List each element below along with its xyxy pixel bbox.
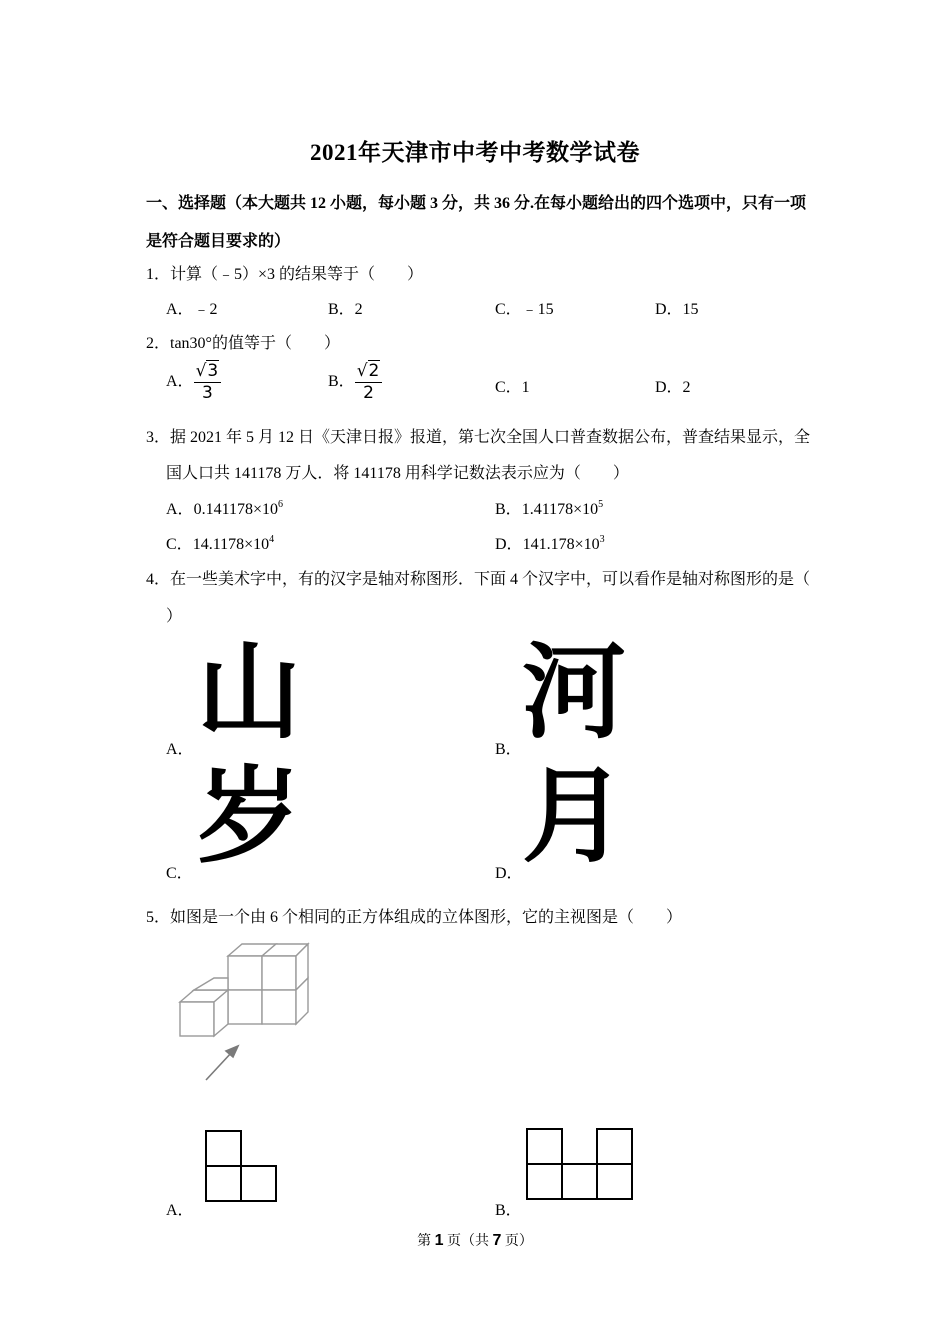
option-exponent: 5 bbox=[598, 499, 604, 510]
option-exponent: 4 bbox=[269, 534, 275, 545]
option-label: A． bbox=[166, 501, 194, 518]
question-3-stem-line1: 3．据 2021 年 5 月 12 日《天津日报》报道，第七次全国人口普查数据公布，普查结果显示，全 bbox=[146, 429, 811, 446]
front-view-option-a-figure bbox=[204, 1129, 280, 1205]
option-label: B． bbox=[495, 501, 522, 518]
question-5-option-b-label: B． bbox=[495, 1202, 522, 1219]
option-base: 1.41178×10 bbox=[521, 501, 599, 518]
fraction-denominator: 3 bbox=[201, 383, 213, 403]
character-sui-image: 岁 bbox=[197, 755, 302, 877]
question-1-option-b: B．2 bbox=[328, 301, 363, 318]
option-exponent: 6 bbox=[278, 499, 283, 510]
question-1-stem: 1．计算（﹣5）×3 的结果等于（ ） bbox=[146, 266, 424, 283]
question-4-option-c-label: C． bbox=[166, 865, 193, 882]
question-4-stem-line2: ） bbox=[166, 608, 183, 625]
fraction-numerator: 3 bbox=[207, 361, 219, 381]
question-1-option-a: A．﹣2 bbox=[166, 301, 218, 318]
option-b-label: B． bbox=[328, 373, 355, 391]
question-1-option-c: C．﹣15 bbox=[495, 301, 554, 318]
question-3-stem-line2: 国人口共 141178 万人．将 141178 用科学记数法表示应为（ ） bbox=[166, 465, 629, 482]
page-title: 2021年天津市中考中考数学试卷 bbox=[310, 140, 640, 165]
character-yue-image: 月 bbox=[522, 755, 627, 877]
fraction-sqrt2-over-2: $\frac{√2}{2}$ bbox=[355, 363, 383, 402]
question-4-option-b-label: B． bbox=[495, 741, 522, 758]
question-3-option-a bbox=[166, 496, 283, 519]
fraction-sqrt3-over-3: $\frac{√3}{3}$ bbox=[194, 363, 222, 402]
footer-text: 页（共 bbox=[443, 1234, 493, 1249]
footer-text: 页） bbox=[501, 1234, 533, 1249]
question-2-stem: 2．tan30°的值等于（ ） bbox=[146, 335, 340, 352]
option-base: 141.178×10 bbox=[522, 536, 600, 553]
question-4-option-d-label: D． bbox=[495, 865, 523, 882]
question-2-option-b bbox=[328, 363, 382, 402]
fraction-denominator: 2 bbox=[363, 383, 374, 403]
fraction-numerator: 2 bbox=[368, 361, 380, 381]
cube-solid-figure bbox=[170, 938, 320, 1088]
question-4-stem-line1: 4．在一些美术字中，有的汉字是轴对称图形．下面 4 个汉字中，可以看作是轴对称图形的是（ bbox=[146, 571, 811, 588]
section-heading-line2: 是符合题目要求的） bbox=[146, 233, 291, 250]
option-base: 14.1178×10 bbox=[192, 536, 270, 553]
character-he-image: 河 bbox=[522, 631, 627, 753]
option-label: D． bbox=[495, 536, 523, 553]
option-base: 0.141178×10 bbox=[193, 501, 278, 518]
current-page-number: 1 bbox=[434, 1232, 444, 1249]
question-3-option-d bbox=[495, 531, 605, 554]
question-2-option-c: C．1 bbox=[495, 379, 530, 396]
question-5-option-a-label: A． bbox=[166, 1202, 194, 1219]
question-2-option-d: D．2 bbox=[655, 379, 691, 396]
section-heading-line1: 一、选择题（本大题共 12 小题，每小题 3 分，共 36 分.在每小题给出的四个选项中，只有一项 bbox=[146, 195, 807, 212]
character-shan-image: 山 bbox=[197, 631, 302, 753]
option-exponent: 3 bbox=[599, 534, 605, 545]
footer-text: 第 bbox=[417, 1234, 435, 1249]
option-label: C． bbox=[166, 536, 193, 553]
question-3-option-c bbox=[166, 531, 274, 554]
question-4-option-a-label: A． bbox=[166, 741, 194, 758]
question-3-option-b bbox=[495, 496, 603, 519]
question-1-option-d: D．15 bbox=[655, 301, 699, 318]
question-2-option-a bbox=[166, 363, 221, 402]
total-page-count: 7 bbox=[492, 1232, 502, 1249]
page-footer bbox=[0, 1230, 950, 1250]
front-view-option-b-figure bbox=[525, 1127, 637, 1203]
question-5-stem: 5．如图是一个由 6 个相同的正方体组成的立体图形，它的主视图是（ ） bbox=[146, 909, 683, 926]
option-a-label: A． bbox=[166, 373, 194, 391]
